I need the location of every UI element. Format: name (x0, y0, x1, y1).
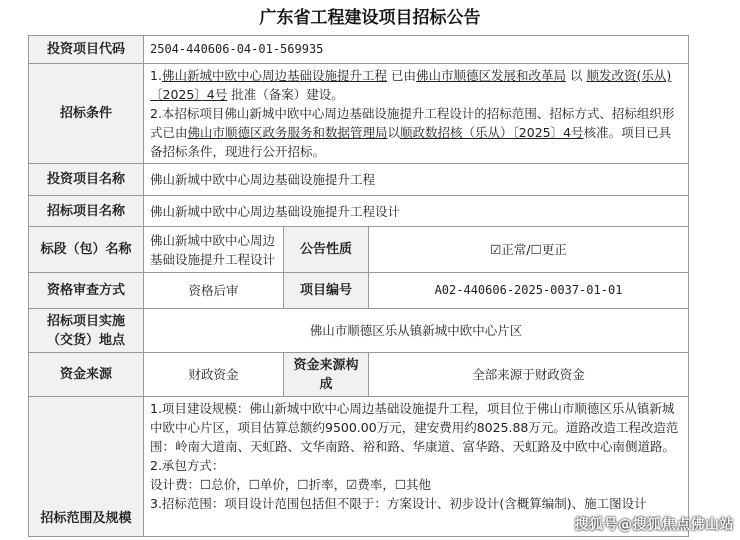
cond1-project: 佛山新城中欧中心周边基础设施提升工程 (161, 68, 387, 83)
row-section-name (29, 227, 689, 273)
cond2-text-1: 2.本招标项目佛山新城中欧中心周边基础设施提升工程设计的招标范围、招标方式、招标组织形式已由 (150, 106, 675, 140)
tender-project-name-label: 招标项目名称 (29, 196, 144, 227)
funding-structure-value: 全部来源于财政资金 (369, 353, 689, 397)
row-funding-source (29, 353, 689, 397)
row-tender-conditions (29, 64, 689, 164)
scope-line-4: 3.招标范围：项目设计范围包括但不限于：方案设计、初步设计(含概算编制)、施工图设计 (150, 496, 647, 511)
tender-project-name-value: 佛山新城中欧中心周边基础设施提升工程设计 (144, 196, 689, 227)
condition-paragraph-2 (150, 104, 682, 161)
cond1-text-2: 以 (569, 68, 583, 83)
section-name-value: 佛山新城中欧中心周边基础设施提升工程设计 (144, 227, 284, 273)
scope-line-3: 设计费：☐总价，☐单价，☐折率，☑费率，☐其他 (150, 477, 432, 492)
row-investment-project-name (29, 164, 689, 196)
delivery-location-label: 招标项目实施（交货）地点 (29, 309, 144, 353)
delivery-location-value: 佛山市顺德区乐从镇新城中欧中心片区 (144, 309, 689, 353)
project-number-label: 项目编号 (284, 273, 369, 309)
project-number-value: A02-440606-2025-0037-01-01 (369, 273, 689, 309)
qualification-review-value: 资格后审 (144, 273, 284, 309)
qualification-review-label: 资格审查方式 (29, 273, 144, 309)
tender-scope-label: 招标范围及规模 (29, 397, 144, 537)
watermark: 搜狐号@搜狐焦点佛山站 (574, 517, 734, 533)
cond2-text-2: 以 (387, 125, 401, 140)
cond1-number: 1. (150, 68, 162, 83)
row-tender-project-name (29, 196, 689, 227)
funding-source-label: 资金来源 (29, 353, 144, 397)
cond1-text-1: 已由 (390, 68, 416, 83)
funding-structure-label: 资金来源构成 (284, 353, 369, 397)
investment-project-name-label: 投资项目名称 (29, 164, 144, 196)
announcement-title: 广东省工程建设项目招标公告 (259, 8, 481, 28)
funding-source-value: 财政资金 (144, 353, 284, 397)
tender-conditions-label: 招标条件 (29, 64, 144, 164)
section-name-label: 标段（包）名称 (29, 227, 144, 273)
row-qualification-review (29, 273, 689, 309)
investment-project-name-value: 佛山新城中欧中心周边基础设施提升工程 (144, 164, 689, 196)
project-code-label: 投资项目代码 (29, 36, 144, 64)
project-code-value: 2504-440606-04-01-569935 (144, 36, 689, 64)
cond2-document: 顺政数招核（乐从）〔2025〕4号 (400, 125, 584, 140)
condition-paragraph-1 (150, 66, 682, 104)
tender-conditions-value (144, 64, 689, 164)
row-project-code (29, 36, 689, 64)
cond2-authority: 佛山市顺德区政务服务和数据管理局 (187, 125, 388, 140)
scope-line-1: 1.项目建设规模：佛山新城中欧中心周边基础设施提升工程，项目位于佛山市顺德区乐从镇新城中欧中心片区，项目估算总额约9500.00万元，建安费用约8025.88万元。道路改造工程改造范围：岭南大道南、天虹路、文华南路、裕和路、华康道、富华路、天虹路及中欧中心南侧道路。 (150, 401, 679, 454)
announcement-nature-value: ☑正常/☐更正 (369, 227, 689, 273)
announcement-nature-label: 公告性质 (284, 227, 369, 273)
scope-line-2: 2.承包方式： (150, 458, 225, 473)
row-delivery-location (29, 309, 689, 353)
cond2-text-3: 核准。项目已具备招标条件，现进行公开招标。 (150, 125, 672, 159)
announcement-table (28, 35, 689, 537)
cond1-text-3: 批准（备案）建设。 (231, 87, 344, 102)
cond1-authority: 佛山市顺德区发展和改革局 (415, 68, 566, 83)
cond1-document: 顺发改资(乐从)〔2025〕4号 (150, 68, 672, 102)
